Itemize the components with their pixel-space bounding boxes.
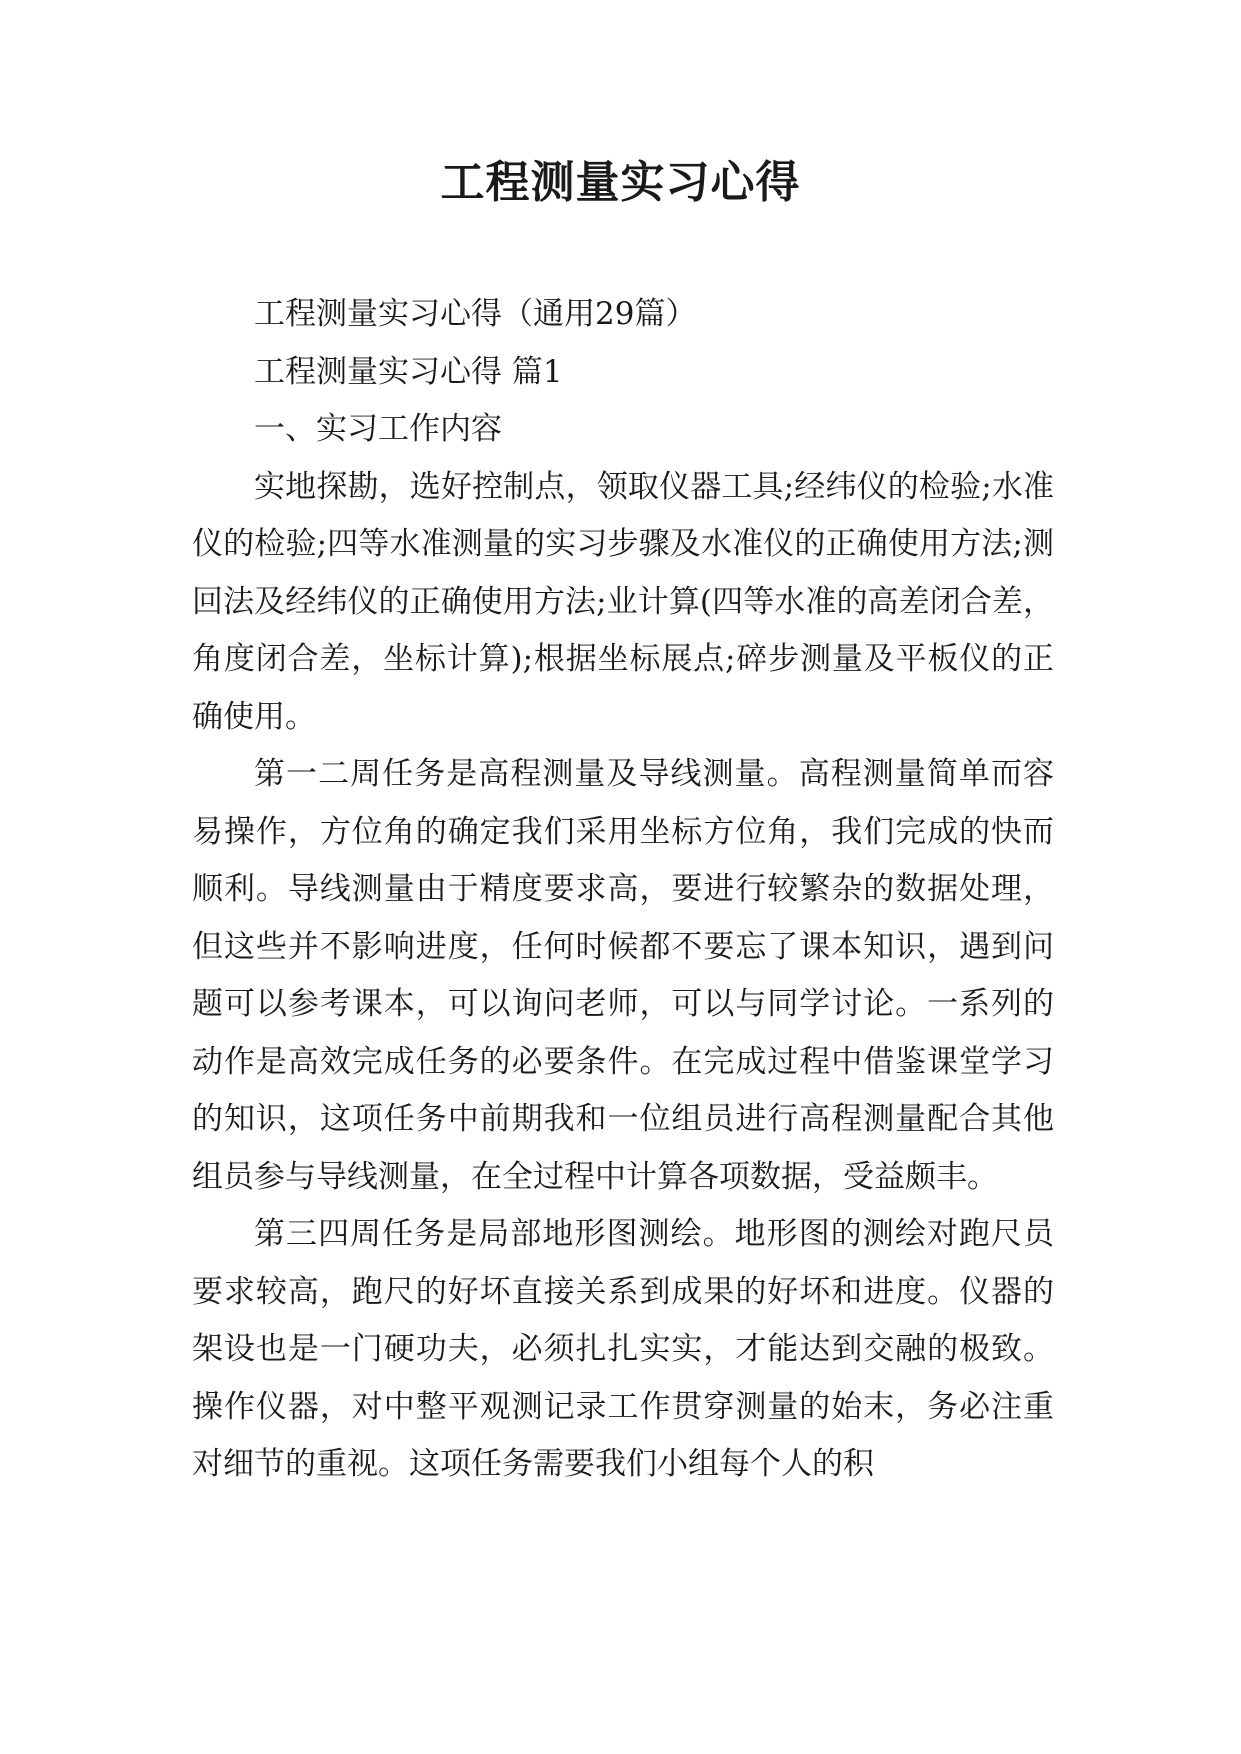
body-paragraph: 实地探勘，选好控制点，领取仪器工具;经纬仪的检验;水准仪的检验;四等水准测量的实习步骤及水准仪的正确使用方法;测回法及经纬仪的正确使用方法;业计算(四等水准的高差闭合差，角度闭合差，坐标计算);根据坐标展点;碎步测量及平板仪的正确使用。 <box>192 468 1054 735</box>
doc-subtitle-paragraph: 工程测量实习心得（通用29篇） <box>254 296 697 332</box>
section-heading-paragraph: 工程测量实习心得 篇1 <box>254 353 563 390</box>
body-paragraph: 第三四周任务是局部地形图测绘。地形图的测绘对跑尺员要求较高，跑尺的好坏直接关系到成果的好坏和进度。仪器的架设也是一门硬功夫，必须扎扎实实，才能达到交融的极致。操作仪器，对中整平观测记录工作贯穿测量的始末，务必注重对细节的重视。这项任务需要我们小组每个人的积 <box>192 1216 1054 1482</box>
document-title: 工程测量实习心得 <box>440 157 801 208</box>
subsection-heading-paragraph: 一、实习工作内容 <box>254 411 502 447</box>
body-paragraph: 第一二周任务是高程测量及导线测量。高程测量简单而容易操作，方位角的确定我们采用坐标方位角，我们完成的快而顺利。导线测量由于精度要求高，要进行较繁杂的数据处理，但这些并不影响进度，任何时候都不要忘了课本知识，遇到问题可以参考课本，可以询问老师，可以与同学讨论。一系列的动作是高效完成任务的必要条件。在完成过程中借鉴课堂学习的知识，这项任务中前期我和一位组员进行高程测量配合其他组员参与导线测量，在全过程中计算各项数据，受益颇丰。 <box>192 756 1054 1195</box>
document-body <box>192 286 1054 1494</box>
